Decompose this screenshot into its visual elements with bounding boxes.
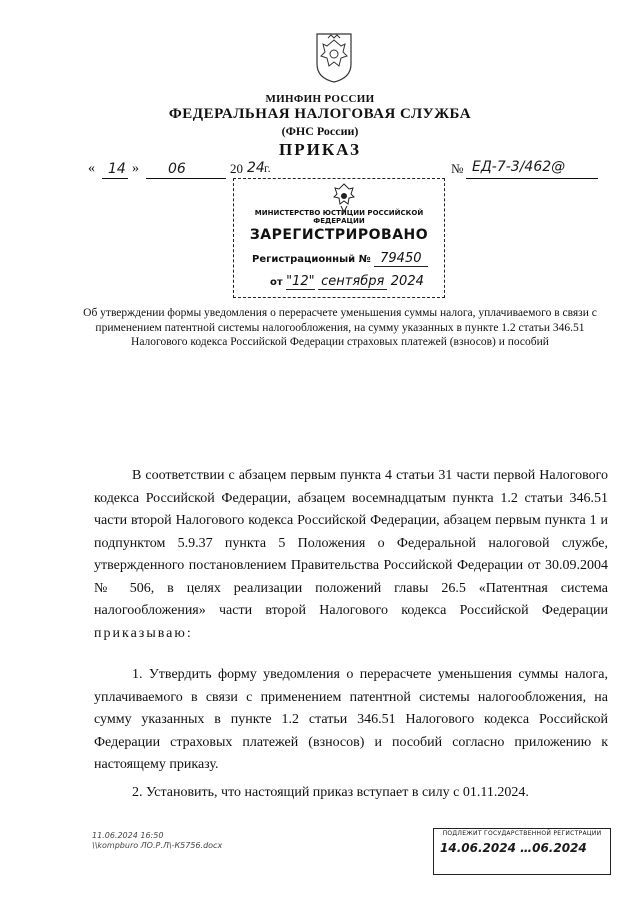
document-title: ПРИКАЗ xyxy=(279,140,361,159)
quote-open: « xyxy=(88,161,95,176)
order-word: приказываю: xyxy=(94,625,193,641)
order-month: 06 xyxy=(168,161,186,177)
document-footer xyxy=(92,831,222,851)
footer-file-path: \\kompburo ЛО.Р.Л\-К5756.docx xyxy=(92,841,223,850)
order-year-prefix: 20 xyxy=(230,161,243,176)
registration-date-line xyxy=(270,274,424,289)
order-day: 14 xyxy=(108,161,126,177)
registration-ministry: МИНИСТЕРСТВО ЮСТИЦИИ РОССИЙСКОЙ ФЕДЕРАЦИИ xyxy=(254,209,424,225)
order-year-suffix: 24 xyxy=(247,160,265,176)
registration-from-label: от xyxy=(270,277,283,288)
item-2-paragraph: 2. Установить, что настоящий приказ вступает в силу с 01.11.2024. xyxy=(132,785,529,800)
registration-month: сентября xyxy=(318,274,387,290)
preamble-text: В соответствии с абзацем первым пункта 4 статьи 31 части первой Налогового кодекса Российской Федерации, абзацем восемнадцатым пункта 1.2 статьи 346.51 части второй Налогового кодекса Российской Федерации, абзацем первым пункта 1 и подпунктом 5.9.37 пункта 5 Положения о Федеральной налоговой службе, утвержденного постановлением Правительства Российской Федерации от 30.09.2004 № 506, в целях реализации положений главы 26.5 «Патентная система налогообложения» части второй Налогового кодекса Российской Федерации xyxy=(94,468,608,618)
coat-of-arms-icon xyxy=(313,28,355,84)
registration-title: ЗАРЕГИСТРИРОВАНО xyxy=(249,227,429,243)
order-number: ЕД-7-3/462@ xyxy=(472,159,566,175)
registration-stamp xyxy=(233,178,445,298)
stamp-label: ПОДЛЕЖИТ ГОСУДАРСТВЕННОЙ РЕГИСТРАЦИИ xyxy=(442,830,602,837)
number-sign: № xyxy=(451,161,464,176)
preamble-paragraph xyxy=(94,465,608,645)
registration-number-value: 79450 xyxy=(374,251,427,267)
state-registration-stamp xyxy=(433,828,611,875)
service-name: ФЕДЕРАЛЬНАЯ НАЛОГОВАЯ СЛУЖБА xyxy=(168,106,472,122)
service-abbreviation: (ФНС России) xyxy=(281,124,359,138)
registration-number-label: Регистрационный № xyxy=(252,254,371,265)
footer-timestamp: 11.06.2024 16:50 xyxy=(92,831,164,840)
ministry-name: МИНФИН РОССИИ xyxy=(265,93,375,105)
stamp-handwriting: 14.06.2024 …06.2024 xyxy=(440,841,587,855)
quote-close: » xyxy=(132,161,139,176)
order-subject: Об утверждении формы уведомления о перерасчете уменьшения суммы налога, уплачиваемого в связи с применением патентной системы налогообложения, на сумму указанных в пункте 1.2 статьи 346.51 Налогового кодекса Российской Федерации страховых платежей (взносов) и пособий xyxy=(83,307,597,348)
item-1-paragraph: 1. Утвердить форму уведомления о перерасчете уменьшения суммы налога, уплачиваемого в связи с применением патентной системы налогообложения, на сумму указанных в пункте 1.2 статьи 346.51 Налогового кодекса Российской Федерации страховых платежей (взносов) и пособий согласно приложению к настоящему приказу. xyxy=(94,667,608,772)
registration-number-line xyxy=(252,251,428,266)
order-year-unit: г. xyxy=(264,161,271,175)
registration-day: "12" xyxy=(286,274,315,289)
registration-year: 2024 xyxy=(390,274,424,289)
